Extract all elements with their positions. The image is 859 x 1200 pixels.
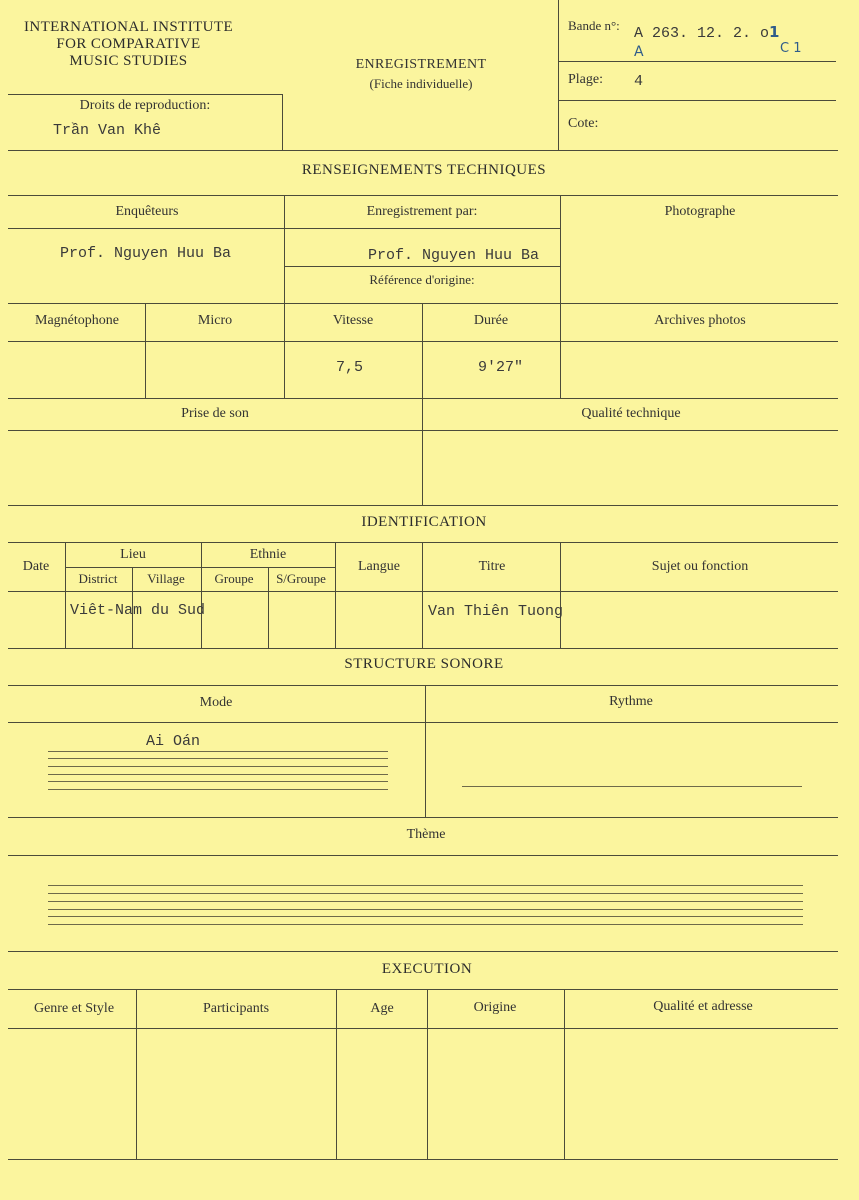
ex-rule-1 (8, 989, 838, 990)
enregistrement-par-label: Enregistrement par: (366, 204, 478, 219)
titre-value: Van Thiên Tuong (428, 603, 564, 620)
mode-line-3 (48, 766, 388, 767)
id-vline-4 (268, 567, 269, 648)
rythme-line (462, 786, 802, 787)
plage-rule (558, 100, 836, 101)
droits-value: Trần Van Khê (53, 122, 162, 139)
ss-rule-1 (8, 685, 838, 686)
id-vline-7 (560, 542, 561, 648)
theme-line-1 (48, 885, 803, 886)
micro-label: Micro (197, 313, 233, 328)
vitesse-value: 7,5 (336, 359, 364, 376)
participants-label: Participants (202, 1001, 270, 1016)
id-vline-1 (65, 542, 66, 648)
renseignements-heading: RENSEIGNEMENTS TECHNIQUES (301, 162, 547, 178)
ex-vline-1 (136, 989, 137, 1159)
rt-rule-8 (8, 505, 838, 506)
ex-vline-2 (336, 989, 337, 1159)
qualite-technique-label: Qualité technique (581, 406, 681, 421)
bande-ink-c1: C 1 (780, 41, 802, 56)
photographe-label: Photographe (664, 204, 736, 219)
rt-rule-7 (8, 430, 838, 431)
theme-label: Thème (406, 827, 446, 842)
theme-line-5 (48, 916, 803, 917)
duree-label: Durée (473, 313, 509, 328)
rt-vline-3 (145, 303, 146, 398)
ss-rule-4 (8, 855, 838, 856)
duree-value: 9'27" (478, 359, 524, 376)
rt-vline-1 (284, 195, 285, 303)
id-vline-5 (335, 542, 336, 648)
magnetophone-label: Magnétophone (35, 313, 119, 328)
structure-heading: STRUCTURE SONORE (344, 656, 504, 672)
enqueteurs-label: Enquêteurs (115, 204, 179, 219)
vitesse-label: Vitesse (332, 313, 374, 328)
id-vline-6 (422, 542, 423, 648)
bande-ink-a: A (634, 44, 644, 60)
sujet-label: Sujet ou fonction (651, 559, 749, 574)
genre-label: Genre et Style (33, 1001, 115, 1016)
theme-line-2 (48, 893, 803, 894)
droits-label: Droits de reproduction: (79, 98, 211, 113)
rt-vline-5 (422, 303, 423, 398)
ss-rule-3 (8, 817, 838, 818)
village-label: Village (147, 571, 185, 586)
rt-rule-6 (8, 398, 838, 399)
district-label: District (78, 571, 118, 586)
institute-name (6, 19, 251, 70)
archives-label: Archives photos (654, 313, 746, 328)
identification-heading: IDENTIFICATION (361, 514, 487, 530)
rt-rule-3 (284, 266, 560, 267)
cote-label: Cote: (568, 116, 599, 131)
mode-label: Mode (199, 695, 233, 710)
lieu-label: Lieu (120, 547, 146, 562)
plage-value: 4 (634, 73, 644, 90)
institute-line-3: MUSIC STUDIES (69, 53, 188, 69)
bande-value: A 263. 12. 2. o1 (634, 23, 780, 42)
id-rule-1 (8, 542, 838, 543)
droits-divider (282, 94, 283, 150)
theme-line-4 (48, 909, 803, 910)
enregistrement-title: ENREGISTREMENT (355, 57, 487, 72)
ss-vline (425, 685, 426, 817)
origine-label: Origine (473, 1000, 517, 1015)
lieu-value: Viêt-Nam du Sud (70, 602, 206, 619)
bande-label: Bande n°: (568, 18, 620, 33)
mode-line-4 (48, 774, 388, 775)
ex-vline-3 (427, 989, 428, 1159)
theme-line-6 (48, 924, 803, 925)
enqueteurs-value: Prof. Nguyen Huu Ba (60, 245, 232, 262)
enregistrement-subtitle: (Fiche individuelle) (369, 76, 473, 91)
id-rule-sub (65, 567, 335, 568)
header-divider-right (558, 0, 559, 150)
ex-vline-4 (564, 989, 565, 1159)
droits-top-rule (8, 94, 282, 95)
execution-heading: EXECUTION (381, 961, 473, 977)
ss-rule-2 (8, 722, 838, 723)
ss-rule-5 (8, 951, 838, 952)
rythme-label: Rythme (609, 694, 653, 709)
mode-value: Ai Oán (146, 733, 201, 750)
plage-label: Plage: (568, 72, 603, 87)
langue-label: Langue (358, 559, 400, 574)
ex-rule-2 (8, 1028, 838, 1029)
rt-rule-4 (8, 303, 838, 304)
sgroupe-label: S/Groupe (276, 571, 326, 586)
rt-rule-1 (8, 195, 838, 196)
bande-ink-digit: 1 (769, 23, 780, 41)
theme-line-3 (48, 901, 803, 902)
id-rule-3 (8, 648, 838, 649)
mode-line-5 (48, 781, 388, 782)
enregistrement-par-value: Prof. Nguyen Huu Ba (368, 247, 540, 264)
rt-vline-6 (560, 303, 561, 398)
mode-line-1 (48, 751, 388, 752)
bande-rule (558, 61, 836, 62)
rt-rule-5 (8, 341, 838, 342)
date-label: Date (22, 559, 50, 574)
rt-vline-4 (284, 303, 285, 398)
age-label: Age (370, 1001, 394, 1016)
groupe-label: Groupe (214, 571, 254, 586)
institute-line-1: INTERNATIONAL INSTITUTE (23, 19, 234, 35)
mode-line-6 (48, 789, 388, 790)
ethnie-label: Ethnie (249, 547, 287, 562)
header-bottom-rule (8, 150, 838, 151)
id-vline-3 (201, 542, 202, 648)
mode-line-2 (48, 758, 388, 759)
titre-label: Titre (478, 559, 506, 574)
reference-label: Référence d'origine: (369, 272, 475, 287)
qualite-adresse-label: Qualité et adresse (653, 999, 753, 1014)
rt-vline-2 (560, 195, 561, 303)
prise-label: Prise de son (181, 406, 249, 421)
rt-vline-7 (422, 398, 423, 505)
institute-line-2: FOR COMPARATIVE (56, 36, 201, 52)
ex-rule-3 (8, 1159, 838, 1160)
